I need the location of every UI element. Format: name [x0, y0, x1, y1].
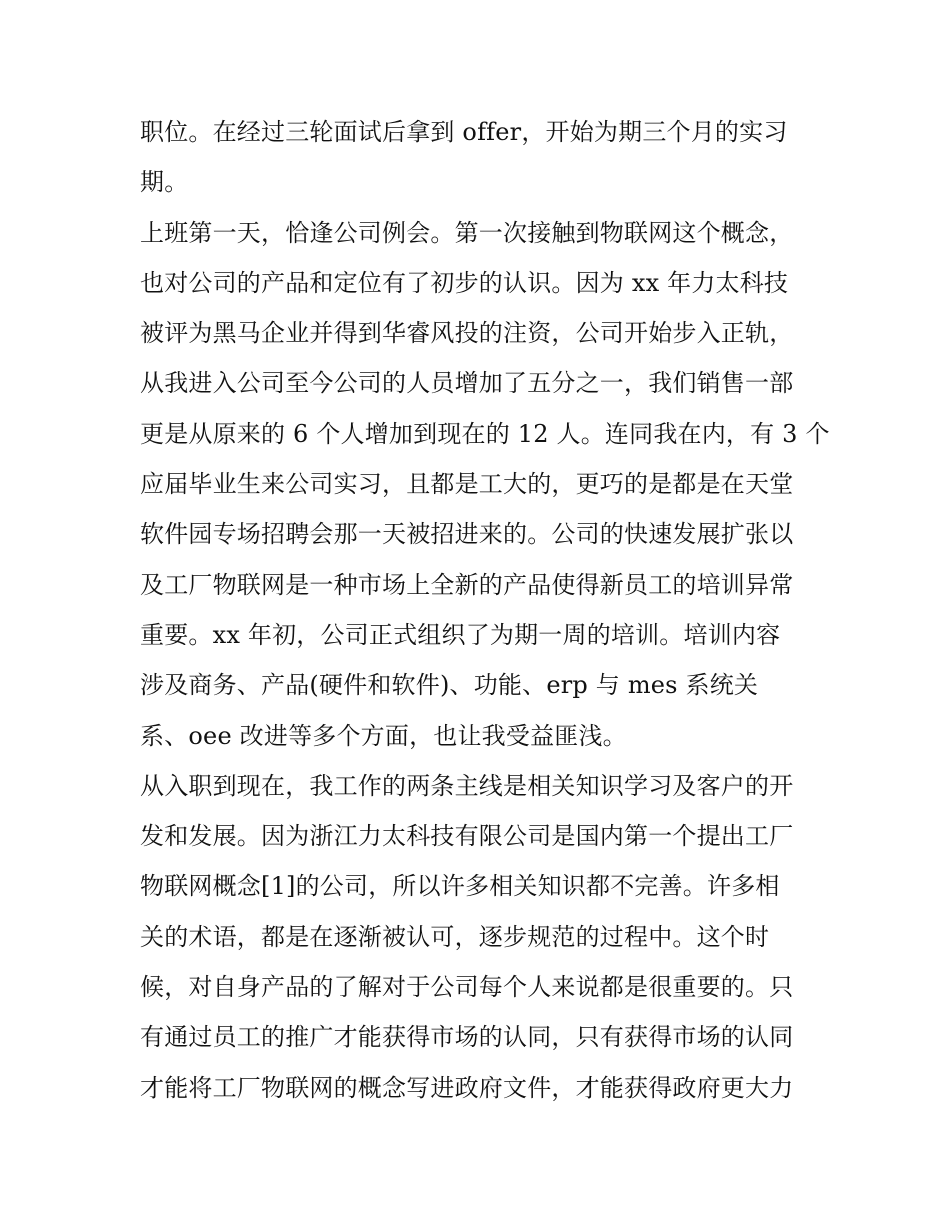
text-line: 期。 — [140, 168, 189, 197]
text-line: 及工厂物联网是一种市场上全新的产品使得新员工的培训异常 — [140, 570, 794, 599]
text-line: 发和发展。因为浙江力太科技有限公司是国内第一个提出工厂 — [140, 822, 794, 851]
text-line: 物联网概念[1]的公司，所以许多相关知识都不完善。许多相 — [140, 872, 780, 901]
text-line: 系、oee 改进等多个方面，也让我受益匪浅。 — [140, 721, 627, 750]
text-line: 软件园专场招聘会那一天被招进来的。公司的快速发展扩张以 — [140, 520, 794, 549]
text-line: 候，对自身产品的了解对于公司每个人来说都是很重要的。只 — [140, 973, 794, 1002]
text-line: 职位。在经过三轮面试后拿到 offer，开始为期三个月的实习 — [140, 118, 788, 146]
text-line: 才能将工厂物联网的概念写进政府文件，才能获得政府更大力 — [140, 1073, 794, 1102]
text-line: 涉及商务、产品(硬件和软件)、功能、erp 与 mes 系统关 — [140, 671, 759, 700]
text-line: 更是从原来的 6 个人增加到现在的 12 人。连同我在内，有 3 个 — [140, 419, 830, 448]
text-line: 重要。xx 年初，公司正式组织了为期一周的培训。培训内容 — [140, 620, 781, 649]
text-line: 关的术语，都是在逐渐被认可，逐步规范的过程中。这个时 — [140, 922, 770, 951]
text-line: 上班第一天，恰逢公司例会。第一次接触到物联网这个概念， — [140, 218, 794, 247]
text-line: 被评为黑马企业并得到华睿风投的注资，公司开始步入正轨， — [140, 319, 794, 348]
text-line: 从入职到现在，我工作的两条主线是相关知识学习及客户的开 — [140, 771, 794, 800]
text-line: 从我进入公司至今公司的人员增加了五分之一，我们销售一部 — [140, 369, 794, 398]
text-line: 也对公司的产品和定位有了初步的认识。因为 xx 年力太科技 — [140, 268, 789, 297]
text-line: 有通过员工的推广才能获得市场的认同，只有获得市场的认同 — [140, 1023, 794, 1052]
document-body — [140, 107, 830, 1113]
text-line: 应届毕业生来公司实习，且都是工大的，更巧的是都是在天堂 — [140, 470, 794, 499]
